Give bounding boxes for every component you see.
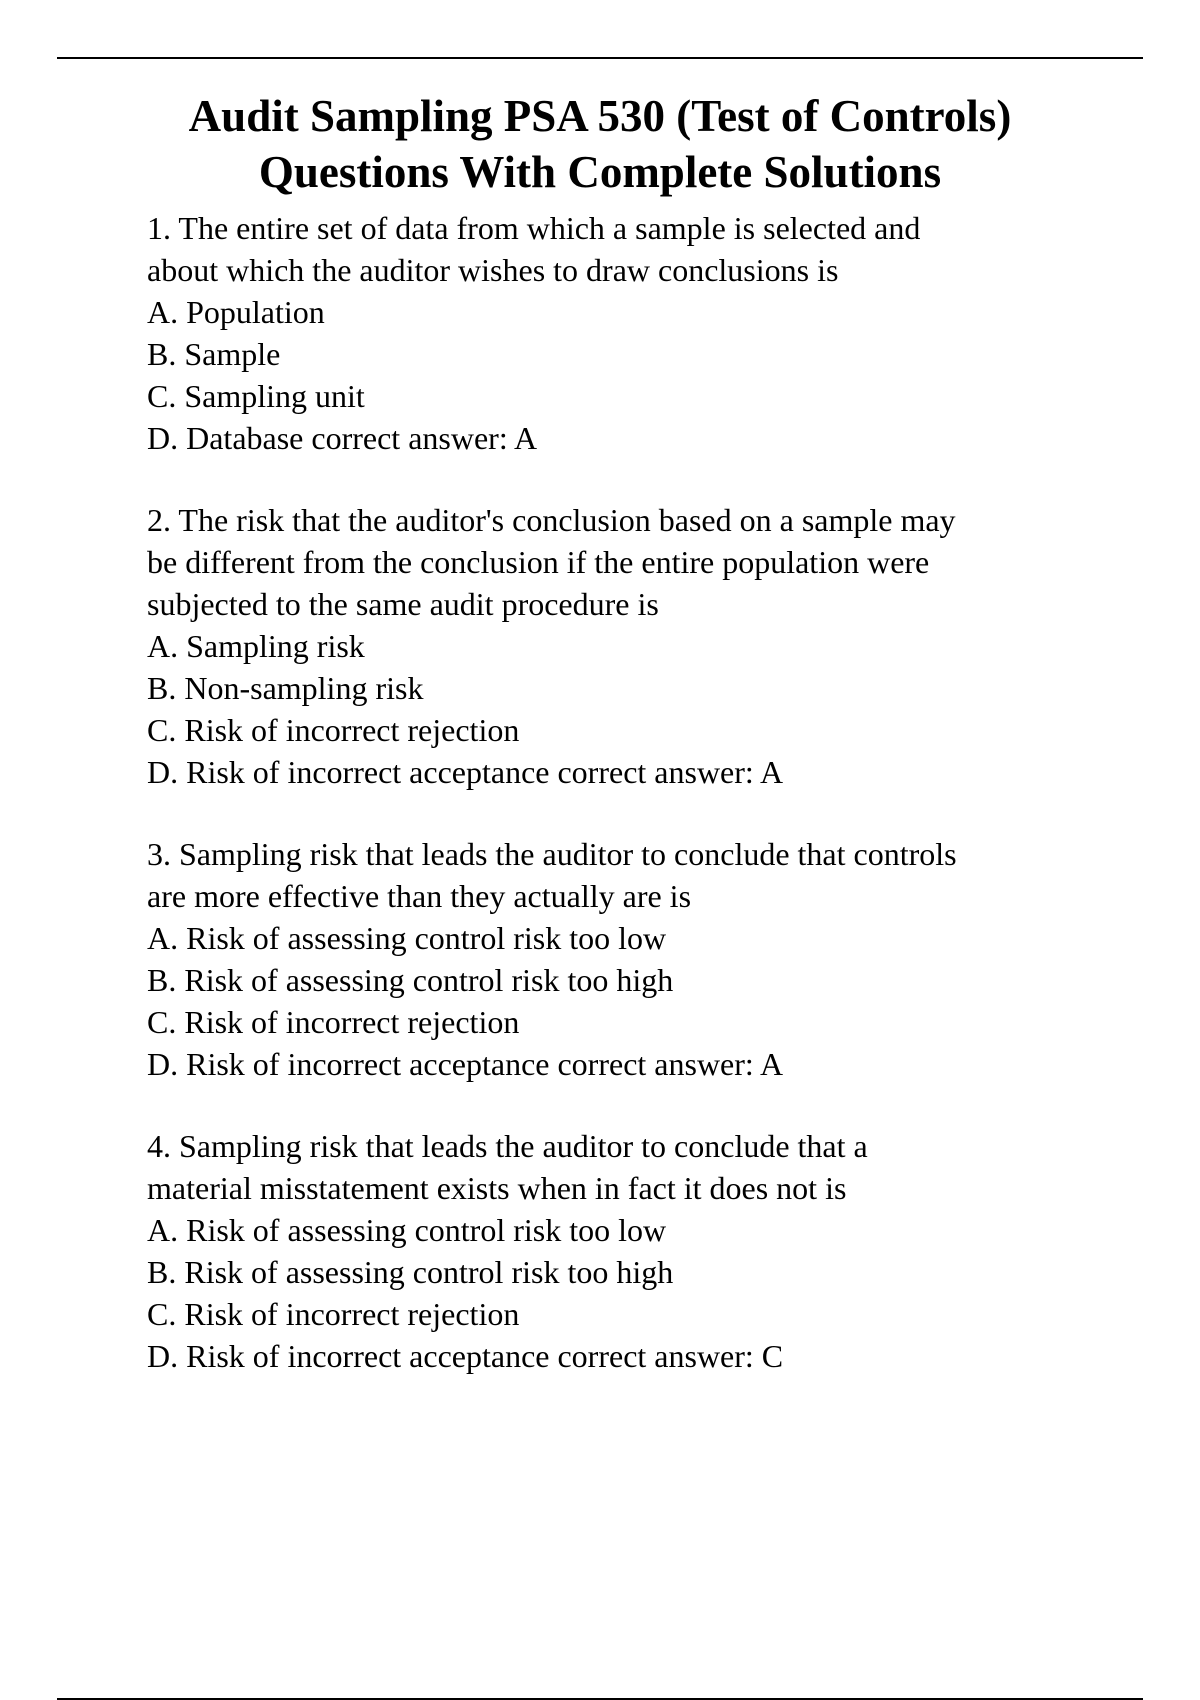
- question-3: [147, 833, 1127, 1085]
- top-rule: [57, 57, 1143, 59]
- option-c: C. Sampling unit: [147, 378, 365, 414]
- option-b: B. Risk of assessing control risk too high: [147, 1254, 674, 1290]
- document-title-line: Audit Sampling PSA 530 (Test of Controls): [188, 91, 1012, 142]
- question-2: [147, 499, 1127, 793]
- option-c: C. Risk of incorrect rejection: [147, 1004, 520, 1040]
- option-c: C. Risk of incorrect rejection: [147, 712, 520, 748]
- option-d-with-answer: D. Database correct answer: A: [147, 420, 538, 456]
- question-stem-line: about which the auditor wishes to draw conclusions is: [147, 252, 839, 288]
- question-stem: [147, 499, 1127, 625]
- question-stem-line: 2. The risk that the auditor's conclusion based on a sample may: [147, 502, 956, 538]
- option-d-with-answer: D. Risk of incorrect acceptance correct answer: A: [147, 754, 784, 790]
- question-stem-line: subjected to the same audit procedure is: [147, 586, 659, 622]
- document-title: [57, 88, 1143, 200]
- question-stem: [147, 207, 1127, 291]
- document-title-line: Questions With Complete Solutions: [258, 147, 942, 198]
- question-stem-line: 1. The entire set of data from which a sample is selected and: [147, 210, 921, 246]
- question-stem-line: are more effective than they actually are is: [147, 878, 692, 914]
- option-d-with-answer: D. Risk of incorrect acceptance correct answer: C: [147, 1338, 784, 1374]
- question-4: [147, 1125, 1127, 1377]
- option-b: B. Risk of assessing control risk too high: [147, 962, 674, 998]
- question-stem-line: material misstatement exists when in fact it does not is: [147, 1170, 847, 1206]
- option-a: A. Sampling risk: [147, 628, 365, 664]
- question-stem: [147, 833, 1127, 917]
- option-a: A. Risk of assessing control risk too low: [147, 1212, 667, 1248]
- question-list: [147, 207, 1127, 1417]
- option-a: A. Population: [147, 294, 325, 330]
- option-c: C. Risk of incorrect rejection: [147, 1296, 520, 1332]
- question-1: [147, 207, 1127, 459]
- question-stem: [147, 1125, 1127, 1209]
- question-stem-line: 3. Sampling risk that leads the auditor to conclude that controls: [147, 836, 957, 872]
- option-b: B. Non-sampling risk: [147, 670, 424, 706]
- option-b: B. Sample: [147, 336, 281, 372]
- option-a: A. Risk of assessing control risk too low: [147, 920, 667, 956]
- question-stem-line: 4. Sampling risk that leads the auditor to conclude that a: [147, 1128, 868, 1164]
- question-stem-line: be different from the conclusion if the entire population were: [147, 544, 930, 580]
- option-d-with-answer: D. Risk of incorrect acceptance correct answer: A: [147, 1046, 784, 1082]
